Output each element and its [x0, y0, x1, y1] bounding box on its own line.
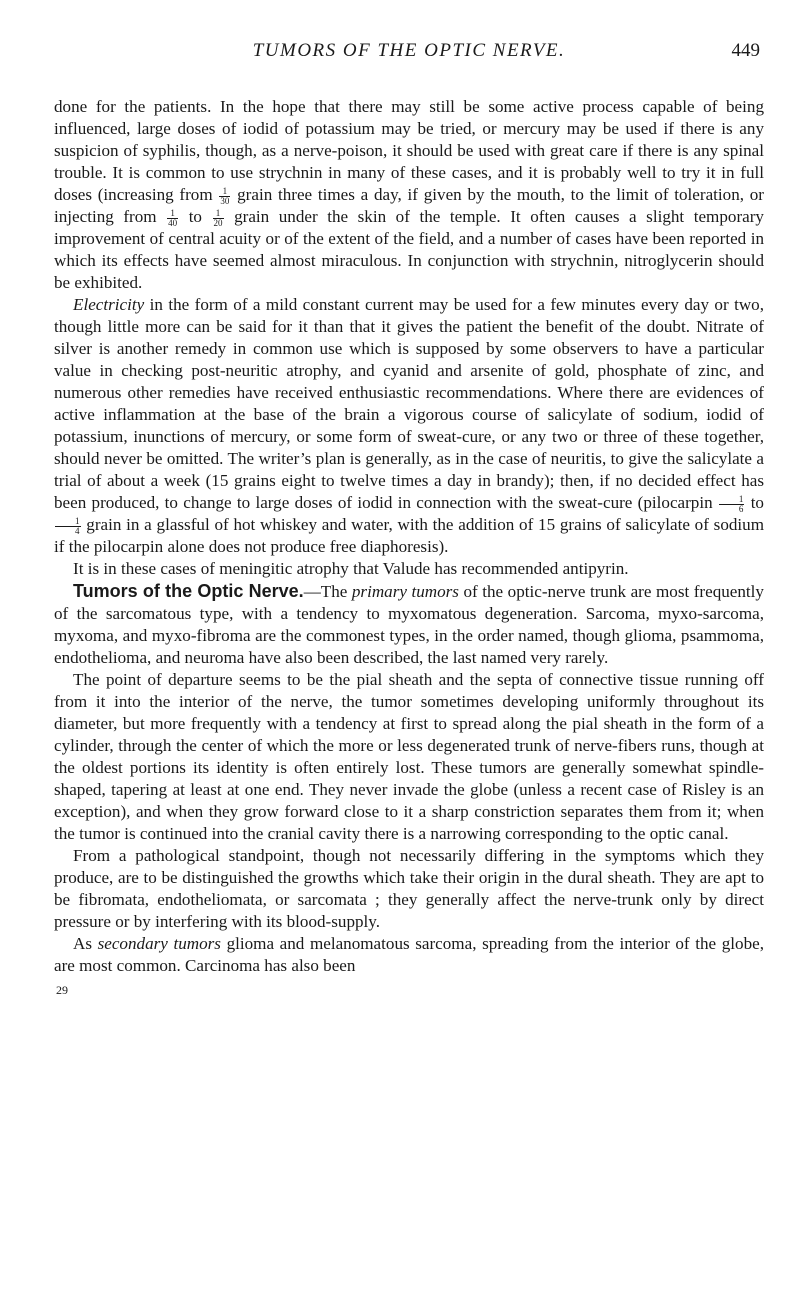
paragraph-antipyrin: It is in these cases of meningitic atrophy that Valude has recommended antipyrin.: [73, 559, 629, 578]
paragraph-electricity: [54, 294, 764, 558]
body-text: [54, 96, 764, 1001]
paragraph-text: glioma and melanomatous sarcoma, spreading from the interior of the globe, are most common. Carcinoma has also been: [54, 934, 764, 975]
paragraph-text: in the form of a mild constant current may be used for a few minutes every day or two, though little more can be said for it than that it gives the patient the benefit of the doubt. Nitrate of silver is another remedy in common use which is supposed by some observers to have a particular value in checking post-neuritic atrophy, and cyanid and arsenite of gold, phosphate of zinc, and numerous other remedies have received enthusiastic recommendations. Where there are evidences of active inflammation at the base of the brain a vigorous course of salicylate of sodium, iodid of potassium, inunctions of mercury, or some form of sweat-cure, or any two or three of these together, should never be omitted. The writer’s plan is generally, as in the case of neuritis, to give the salicylate a trial of about a week (15 grains eight to twelve times a day in brandy); then, if no decided effect has been produced, to change to large doses of iodid in connection with the sweat-cure (pilocarpin: [54, 295, 764, 512]
italic-term: primary tumors: [351, 582, 459, 601]
italic-term: secondary tumors: [97, 934, 221, 953]
fraction: $\frac{1}{4}$: [55, 517, 81, 536]
paragraph-text: —The: [303, 582, 352, 601]
paragraph-text: to: [750, 493, 764, 512]
paragraph-text: of the optic-nerve trunk are most frequently of the sarcomatous type, with a tendency to myxomatous degeneration. Sarcoma, myxo-sarcoma, myxoma, and myxo-fibroma are the commonest types, in the order named, though glioma, psammoma, endothelioma, and neuroma have also been described, the last named very rarely.: [54, 582, 764, 667]
running-head: TUMORS OF THE OPTIC NERVE.: [252, 40, 566, 61]
fraction: $\frac{1}{40}$: [168, 207, 178, 228]
section-heading: Tumors of the Optic Nerve.: [73, 581, 304, 601]
paragraph-treatment: [54, 96, 764, 294]
italic-term: Electricity: [73, 295, 145, 314]
paragraph-secondary-tumors: [54, 933, 764, 977]
paragraph-text: grain three times a day, if given by the mouth, to the limit of toleration, or injecting from: [54, 185, 765, 226]
fraction: $\frac{1}{6}$: [719, 495, 745, 514]
paragraph-point-of-departure: The point of departure seems to be the pial sheath and the septa of connective tissue running off from it into the interior of the nerve, the tumor sometimes developing uniformly throughout its diameter, but more frequently with a tendency at first to spread along the pial sheath in the form of a cylinder, through the center of which the more or less degenerated trunk of nerve-fibers runs, though at the oldest portions its identity is often entirely lost. These tumors are generally somewhat spindle-shaped, tapering at least at one end. They never invade the globe (unless a recent case of Risley is an exception), and when they grow forward close to it a sharp constriction separates them from it; when the tumor is continued into the cranial cavity there is a narrowing corresponding to the optic canal.: [54, 670, 764, 843]
page-number: 449: [731, 40, 760, 61]
paragraph-text: done for the patients. In the hope that there may still be some active process capable of being influenced, large doses of iodid of potassium may be tried, or mercury may be used if there is any suspicion of syphilis, though, as a nerve-poison, it should be used with great care if there is any spinal trouble. It is common to use strychnin in many of these cases, and it is probably well to try it in full doses (increasing from: [54, 97, 764, 204]
book-page: [54, 0, 764, 1001]
signature-mark: 29: [56, 983, 68, 997]
paragraph-tumors: [54, 580, 764, 669]
paragraph-pathological: From a pathological standpoint, though not necessarily differing in the symptoms which they produce, are to be distinguished the growths which take their origin in the dural sheath. They are apt to be fibromata, endotheliomata, or sarcomata ; they generally affect the nerve-trunk only by direct pressure or by interfering with its blood-supply.: [54, 846, 764, 931]
page-header: [54, 40, 764, 76]
fraction: $\frac{1}{20}$: [213, 207, 223, 228]
paragraph-text: grain under the skin of the temple. It often causes a slight temporary improvement of central acuity or of the extent of the field, and a number of cases have been reported in which its effects have seemed almost miraculous. In conjunction with strychnin, nitroglycerin should be exhibited.: [54, 207, 764, 292]
paragraph-text: As: [73, 934, 98, 953]
paragraph-text: to: [188, 207, 202, 226]
fraction: $\frac{1}{30}$: [220, 185, 230, 206]
paragraph-text: grain in a glassful of hot whiskey and water, with the addition of 15 grains of salicylate of sodium if the pilocarpin alone does not produce free diaphoresis).: [54, 515, 765, 556]
